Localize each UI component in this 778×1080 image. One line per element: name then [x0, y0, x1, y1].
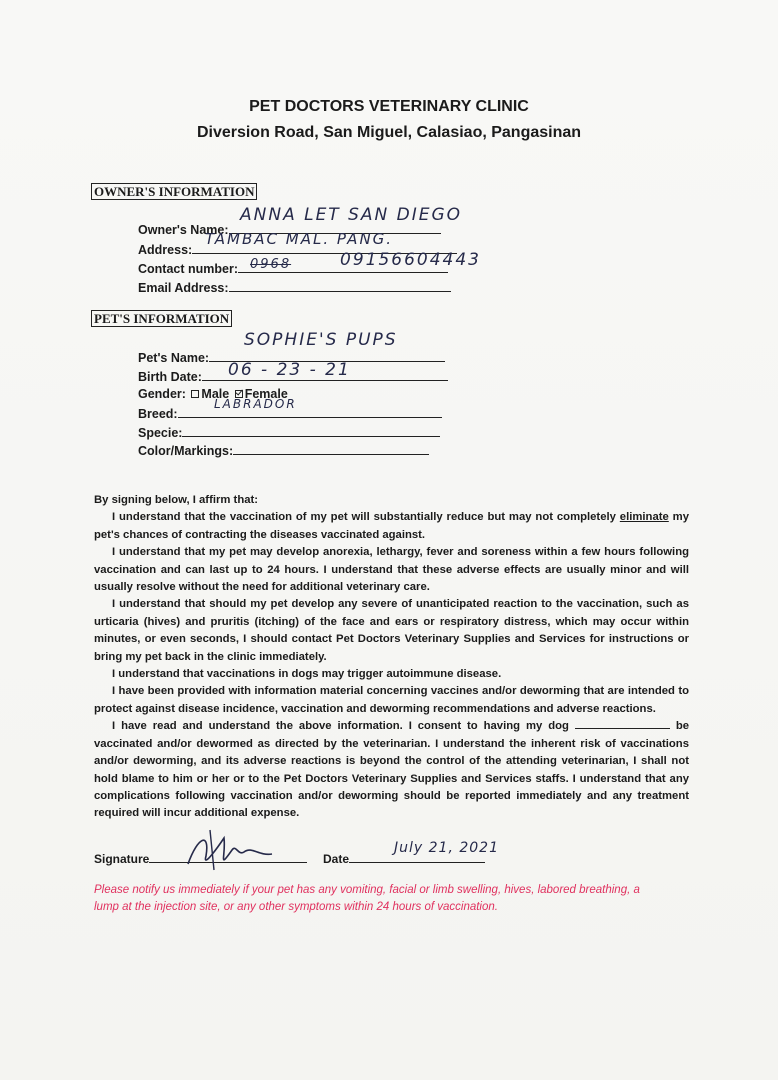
owner-name-value: ANNA LET SAN DIEGO	[240, 205, 463, 225]
clinic-address: Diversion Road, San Miguel, Calasiao, Pangasinan	[196, 124, 582, 141]
notice-text: Please notify us immediately if your pet has any vomiting, facial or limb swelling, hives, labored breathing, a lump at the injection site, or any other symptoms within 24 hours of vaccination.	[94, 884, 640, 913]
contact-value: 09156604443	[340, 250, 481, 270]
consent-paragraph-6: I have read and understand the above information. I consent to having my dog be vaccinated and/or dewormed as directed by the veterinarian. I understand the inherent risk of vaccinations and/or deworming, and its adverse reactions is beyond the control of the attending veterinarian, I shall not hold blame to him or her or to the Pet Doctors Veterinary Supplies and Services staffs. I understand that any complications following vaccination and/or deworming should be reported immediately and any treatment required will incur additional expense.	[94, 720, 689, 820]
date-value: July 21, 2021	[394, 840, 499, 856]
date-label: Date	[323, 852, 350, 866]
contact-label: Contact number:	[138, 262, 238, 276]
color-label: Color/Markings:	[138, 444, 234, 458]
consent-paragraph-1: I understand that the vaccination of my pet will substantially reduce but may not completely eliminate my pet's chances of contracting the diseases vaccinated against.	[94, 511, 689, 541]
address-label: Address:	[138, 243, 193, 257]
breed-label: Breed:	[138, 407, 178, 421]
signature-label: Signature	[94, 852, 150, 866]
male-checkbox[interactable]	[191, 390, 199, 398]
consent-text	[94, 492, 689, 823]
consent-paragraph-2: I understand that my pet may develop anorexia, lethargy, fever and soreness within a few hours following vaccination and can last up to 24 hours. I understand that these adverse effects are usually minor and will usually resolve without the need for additional veterinary care.	[94, 546, 689, 594]
email-row	[138, 279, 451, 296]
pet-section-title: PET'S INFORMATION	[91, 310, 232, 327]
clinic-name: PET DOCTORS VETERINARY CLINIC	[249, 98, 529, 115]
specie-row	[138, 424, 440, 441]
address-value: TAMBAC MAL. PANG.	[205, 230, 394, 248]
owner-name-label: Owner's Name:	[138, 223, 229, 237]
email-label: Email Address:	[138, 281, 229, 295]
specie-field[interactable]	[182, 424, 440, 437]
contact-struck-value: 0968	[250, 257, 292, 272]
owner-section-title: OWNER'S INFORMATION	[91, 183, 257, 200]
email-field[interactable]	[229, 279, 451, 292]
breed-value: LABRADOR	[214, 397, 297, 411]
consent-paragraph-5: I have been provided with information material concerning vaccines and/or deworming that are intended to protect against disease incidence, vaccination and deworming recommendations and adverse reactions.	[94, 685, 689, 715]
pet-name-label: Pet's Name:	[138, 351, 210, 365]
pet-name-value: SOPHIE'S PUPS	[244, 330, 398, 350]
female-label: Female	[244, 387, 288, 401]
signature-scribble	[180, 826, 290, 876]
color-row	[138, 442, 429, 459]
male-label: Male	[201, 387, 230, 401]
specie-label: Specie:	[138, 426, 183, 440]
gender-label: Gender:	[138, 387, 186, 401]
consent-intro: By signing below, I affirm that:	[94, 494, 259, 506]
color-field[interactable]	[233, 442, 429, 455]
consent-paragraph-3: I understand that should my pet develop any severe of unanticipated reaction to the vaccination, such as urticaria (hives) and pruritis (itching) of the face and ears or respiratory distress, which may occur within minutes, or even seconds, I should contact Pet Doctors Veterinary Supplies and Services for instructions or bring my pet back in the clinic immediately.	[94, 598, 689, 663]
birth-date-value: 06 - 23 - 21	[228, 360, 351, 380]
dog-name-field[interactable]	[575, 718, 670, 729]
consent-paragraph-4: I understand that vaccinations in dogs may trigger autoimmune disease.	[112, 668, 502, 681]
birth-date-label: Birth Date:	[138, 370, 202, 384]
